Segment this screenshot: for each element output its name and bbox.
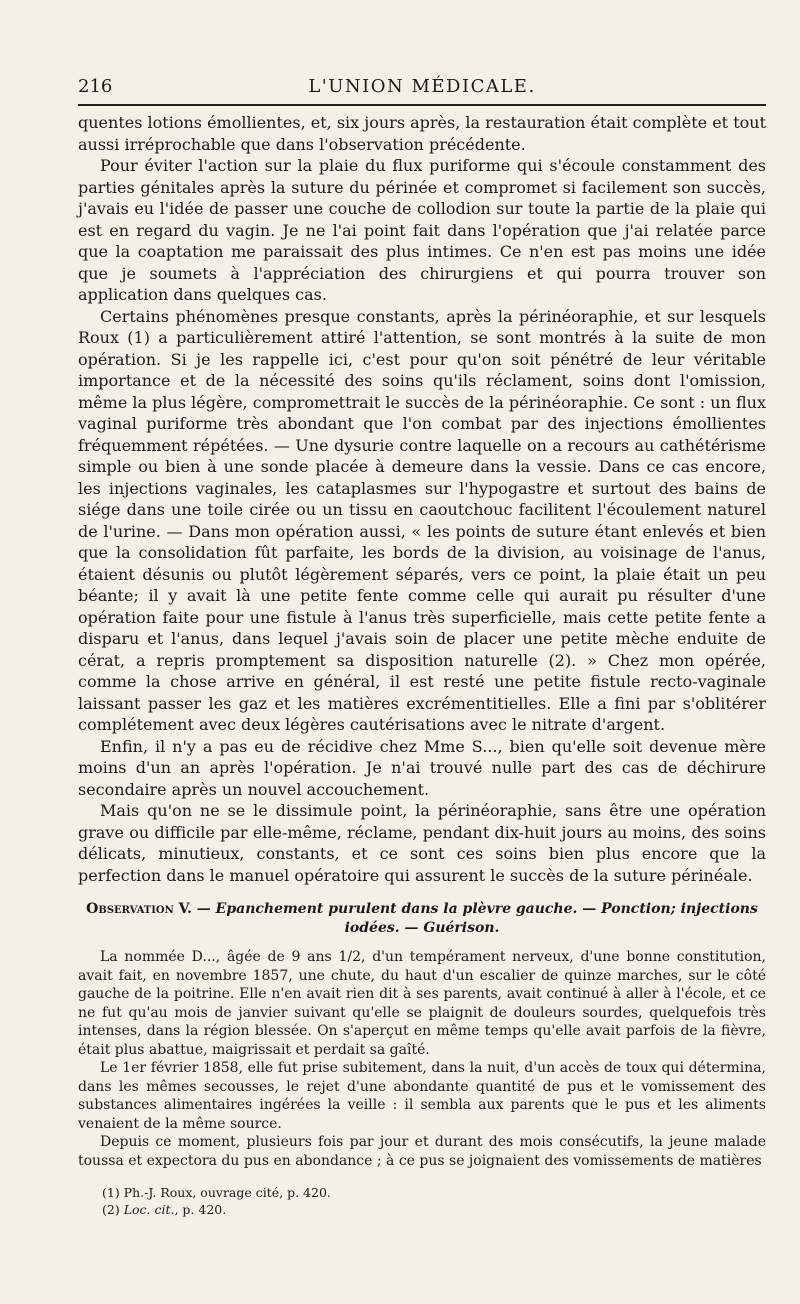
- paragraph: Enfin, il n'y a pas eu de récidive chez Mme S..., bien qu'elle soit devenue mère moins d'un an après l'opération. Je n'ai trouvé nulle part des cas de déchirure secondaire après un nouvel accouchement.: [78, 736, 766, 799]
- main-text: [78, 112, 766, 886]
- paragraph: quentes lotions émollientes, et, six jours après, la restauration était complète et tout aussi irréprochable que dans l'observation précédente.: [78, 113, 766, 154]
- paragraph: Pour éviter l'action sur la plaie du flux puriforme qui s'écoule constamment des parties génitales après la suture du périnée et compromet si facilement son succès, j'avais eu l'idée de passer une couche de collodion sur toute la partie de la plaie qui est en regard du vagin. Je ne l'ai point fait dans l'opération que j'ai relatée parce que la coaptation me paraissait des plus intimes. Ce n'en est pas moins une idée que je soumets à l'appréciation des chirurgiens et qui pourra trouver son application dans quelques cas.: [78, 156, 766, 304]
- footnote-2-prefix: (2): [102, 1202, 124, 1217]
- paragraph: Certains phénomènes presque constants, après la périnéoraphie, et sur lesquels Roux (1) a particulièrement attiré l'attention, se sont montrés à la suite de mon opération. Si je les rappelle ici, c'est pour qu'on soit pénétré de leur véritable importance et de la nécessité des soins qu'ils réclament, soins dont l'omission, même la plus légère, compromettrait le succès de la périnéoraphie. Ce sont : un flux vaginal puriforme très abondant que l'on combat par des injections émollientes fréquemment répétées. — Une dysurie contre laquelle on a recours au cathétérisme simple ou bien à une sonde placée à demeure dans la vessie. Dans ce cas encore, les injections vaginales, les cataplasmes sur l'hypogastre et surtout des bains de siége dans une toile cirée ou un tissu en caoutchouc facilitent l'écoulement naturel de l'urine. — Dans mon opération aussi, « les points de suture étant enlevés et bien que la consolidation fût parfaite, les bords de la division, au voisinage de l'anus, étaient désunis ou plutôt légèrement séparés, vers ce point, la plaie était un peu béante; il y avait là une petite fente comme celle qui aurait pu résulter d'une opération faite pour une fistule à l'anus très superficielle, mais cette petite fente a disparu et l'anus, dans lequel j'avais soin de placer une petite mèche enduite de cérat, a repris promptement sa disposition naturelle (2). » Chez mon opérée, comme la chose arrive en général, il est resté une petite fistule recto-vaginale laissant passer les gaz et les matières excrémentitielles. Elle a fini par s'oblitérer complétement avec deux légères cautérisations avec le nitrate d'argent.: [78, 306, 766, 734]
- page: [78, 70, 766, 1218]
- case-paragraph: Le 1er février 1858, elle fut prise subitement, dans la nuit, d'un accès de toux qui détermina, dans les mêmes secousses, le rejet d'une abondante quantité de pus et le vomissement des substances alimentaires ingérées la veille : il sembla aux parents que le pus et les aliments venaient de la même source.: [78, 1060, 766, 1132]
- header-rule: [78, 104, 766, 106]
- observation-title: — Epanchement purulent dans la plèvre gauche. — Ponction; injections iodées. — Guérison.: [191, 901, 758, 936]
- observation-heading: [78, 900, 766, 938]
- running-title: L'UNION MÉDICALE.: [308, 76, 536, 97]
- page-header: [78, 70, 766, 104]
- case-paragraph: Depuis ce moment, plusieurs fois par jour et durant des mois consécutifs, la jeune malade toussa et expectora du pus en abondance ; à ce pus se joignaient des vomissements de matières: [78, 1134, 766, 1169]
- paragraph: Mais qu'on ne se le dissimule point, la périnéoraphie, sans être une opération grave ou difficile par elle-même, réclame, pendant dix-huit jours au moins, des soins délicats, minutieux, constants, et ce sont ces soins bien plus encore que la perfection dans le manuel opératoire qui assurent le succès de la suture périnéale.: [78, 801, 766, 885]
- case-paragraph: La nommée D..., âgée de 9 ans 1/2, d'un tempérament nerveux, d'une bonne constitution, avait fait, en novembre 1857, une chute, du haut d'un escalier de quinze marches, sur le côté gauche de la poitrine. Elle n'en avait rien dit à ses parents, avait continué à aller à l'école, et ce ne fut qu'au mois de janvier suivant qu'elle se plaignit de douleurs sourdes, quelquefois très intenses, dans la région blessée. On s'aperçut en même temps qu'elle avait parfois de la fièvre, était plus abattue, maigrissait et perdait sa gaîté.: [78, 949, 766, 1058]
- page-number: 216: [78, 76, 113, 97]
- footnotes: [78, 1184, 766, 1218]
- footnote-2-source: Loc. cit.: [123, 1202, 175, 1217]
- case-text: [78, 948, 766, 1170]
- observation-label: Observation V.: [86, 901, 192, 917]
- footnote-1: (1) Ph.-J. Roux, ouvrage cité, p. 420.: [102, 1185, 331, 1200]
- footnote-2: [78, 1201, 766, 1218]
- footnote-2-suffix: , p. 420.: [174, 1202, 227, 1217]
